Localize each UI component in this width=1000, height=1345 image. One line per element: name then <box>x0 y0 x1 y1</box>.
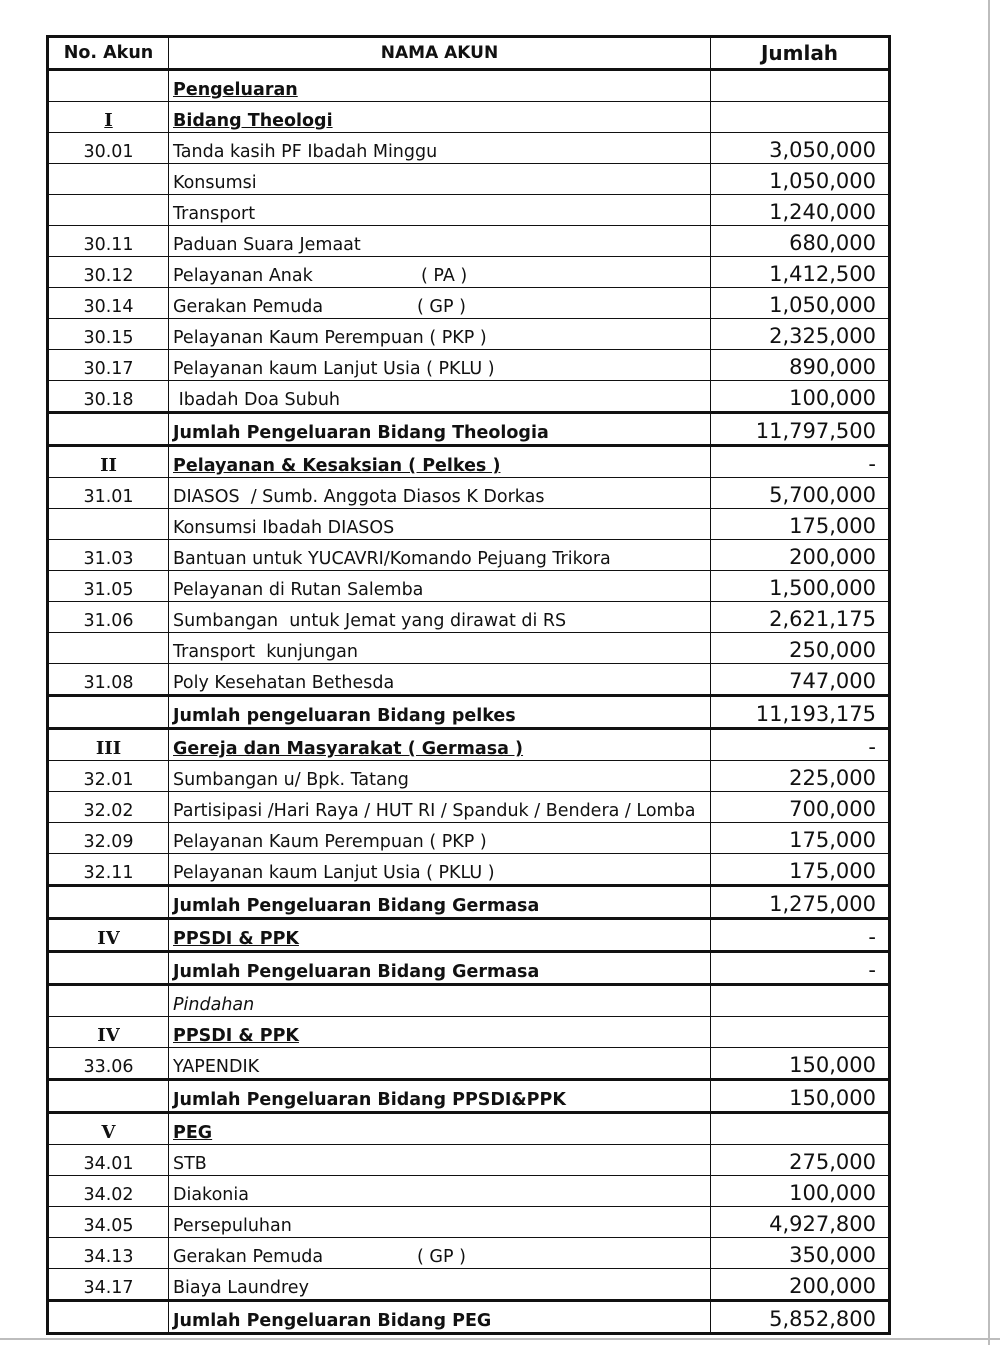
amount-cell: 680,000 <box>711 226 890 257</box>
header-row <box>48 37 890 70</box>
account-number-cell: 30.12 <box>48 257 169 288</box>
account-name-text: Konsumsi Ibadah DIASOS <box>173 518 395 538</box>
account-name-text: Transport <box>173 204 256 224</box>
total-row <box>48 1301 890 1334</box>
account-name-cell <box>169 696 711 729</box>
account-name-cell <box>169 1238 711 1269</box>
amount-cell: 890,000 <box>711 350 890 381</box>
account-name-text: Sumbangan untuk Jemat yang dirawat di RS <box>173 611 567 631</box>
table-row <box>48 257 890 288</box>
account-number-cell: 30.15 <box>48 319 169 350</box>
account-number-cell: 33.06 <box>48 1048 169 1080</box>
amount-cell: 200,000 <box>711 540 890 571</box>
table-row <box>48 195 890 226</box>
account-name-text: Jumlah pengeluaran Bidang pelkes <box>173 706 516 726</box>
account-name-text: Poly Kesehatan Bethesda <box>173 673 395 693</box>
amount-cell: 250,000 <box>711 633 890 664</box>
account-number-cell: 32.11 <box>48 854 169 886</box>
amount-cell: 100,000 <box>711 1176 890 1207</box>
amount-cell: 150,000 <box>711 1080 890 1113</box>
amount-cell: 225,000 <box>711 761 890 792</box>
table-row <box>48 509 890 540</box>
account-number-cell <box>48 509 169 540</box>
total-row <box>48 952 890 985</box>
amount-cell: 175,000 <box>711 854 890 886</box>
account-number-cell: 32.09 <box>48 823 169 854</box>
amount-cell: 4,927,800 <box>711 1207 890 1238</box>
table-row <box>48 288 890 319</box>
table-row <box>48 1048 890 1080</box>
account-name-text: Gerakan Pemuda <box>173 297 324 317</box>
account-name-cell <box>169 1145 711 1176</box>
account-number-cell: V <box>48 1113 169 1145</box>
amount-cell <box>711 985 890 1017</box>
account-name-cell <box>169 226 711 257</box>
account-number-cell: III <box>48 729 169 761</box>
table-row <box>48 1145 890 1176</box>
account-name-cell <box>169 446 711 478</box>
account-name-cell <box>169 509 711 540</box>
account-number-cell <box>48 1301 169 1334</box>
table-row <box>48 319 890 350</box>
account-name-cell <box>169 1017 711 1048</box>
account-name-cell <box>169 288 711 319</box>
account-name-text: Jumlah Pengeluaran Bidang PPSDI&PPK <box>173 1090 566 1110</box>
amount-cell: 3,050,000 <box>711 133 890 164</box>
table-row <box>48 1176 890 1207</box>
account-number-cell <box>48 164 169 195</box>
account-number-cell: 34.01 <box>48 1145 169 1176</box>
section-row <box>48 102 890 133</box>
section-row <box>48 919 890 952</box>
account-name-text: Bidang Theologi <box>173 111 333 131</box>
account-number-cell <box>48 886 169 919</box>
table-row <box>48 985 890 1017</box>
account-number-cell <box>48 633 169 664</box>
section-row <box>48 446 890 478</box>
account-number-cell <box>48 70 169 102</box>
account-number-cell: 30.17 <box>48 350 169 381</box>
account-number-cell <box>48 1080 169 1113</box>
account-name-cell <box>169 761 711 792</box>
account-name-text: Pelayanan & Kesaksian ( Pelkes ) <box>173 456 501 476</box>
account-number-cell: 30.14 <box>48 288 169 319</box>
account-name-text: Jumlah Pengeluaran Bidang PEG <box>173 1311 492 1331</box>
amount-cell: 1,412,500 <box>711 257 890 288</box>
account-name-text: PEG <box>173 1123 213 1143</box>
account-number-cell: I <box>48 102 169 133</box>
table-row <box>48 164 890 195</box>
account-name-text: Gerakan Pemuda <box>173 1247 324 1267</box>
amount-cell: - <box>711 446 890 478</box>
table-row <box>48 381 890 413</box>
account-name-cell <box>169 350 711 381</box>
amount-cell <box>711 102 890 133</box>
account-name-cell <box>169 1301 711 1334</box>
account-name-cell <box>169 602 711 633</box>
account-name-cell <box>169 571 711 602</box>
account-number-cell: 31.03 <box>48 540 169 571</box>
account-name-text: Paduan Suara Jemaat <box>173 235 361 255</box>
amount-cell: 2,621,175 <box>711 602 890 633</box>
account-name-text: Pelayanan Anak <box>173 266 313 286</box>
amount-cell: 11,797,500 <box>711 413 890 446</box>
section-row <box>48 1113 890 1145</box>
table-row <box>48 823 890 854</box>
account-number-cell: 30.11 <box>48 226 169 257</box>
account-name-cell <box>169 1176 711 1207</box>
account-name-text: Tanda kasih PF Ibadah Minggu <box>173 142 438 162</box>
table-row <box>48 478 890 509</box>
account-name-text: Pelayanan Kaum Perempuan ( PKP ) <box>173 328 487 348</box>
account-number-cell: 31.06 <box>48 602 169 633</box>
total-row <box>48 413 890 446</box>
account-name-cell <box>169 792 711 823</box>
table-row <box>48 633 890 664</box>
amount-cell: 175,000 <box>711 823 890 854</box>
amount-cell <box>711 70 890 102</box>
total-row <box>48 886 890 919</box>
account-name-text: Konsumsi <box>173 173 257 193</box>
account-name-text: STB <box>173 1154 207 1174</box>
amount-cell: 747,000 <box>711 664 890 696</box>
account-name-cell <box>169 540 711 571</box>
amount-cell: 2,325,000 <box>711 319 890 350</box>
amount-cell: - <box>711 729 890 761</box>
account-name-text: Persepuluhan <box>173 1216 292 1236</box>
amount-cell: 1,050,000 <box>711 288 890 319</box>
section-row <box>48 729 890 761</box>
table-row <box>48 602 890 633</box>
account-name-cell <box>169 952 711 985</box>
account-name-text: Pelayanan kaum Lanjut Usia ( PKLU ) <box>173 359 495 379</box>
account-number-cell: 31.08 <box>48 664 169 696</box>
account-name-cell <box>169 381 711 413</box>
account-name-cell <box>169 1048 711 1080</box>
amount-cell: 1,500,000 <box>711 571 890 602</box>
page-right-edge <box>988 0 990 1345</box>
account-number-cell: 32.01 <box>48 761 169 792</box>
account-number-cell: 32.02 <box>48 792 169 823</box>
account-code-suffix: ( GP ) <box>417 297 466 317</box>
account-code-suffix: ( GP ) <box>417 1247 466 1267</box>
amount-cell <box>711 1113 890 1145</box>
account-name-cell <box>169 854 711 886</box>
account-name-cell <box>169 633 711 664</box>
account-name-cell <box>169 413 711 446</box>
amount-cell <box>711 1017 890 1048</box>
account-name-cell <box>169 195 711 226</box>
account-name-cell <box>169 886 711 919</box>
account-number-cell <box>48 952 169 985</box>
amount-cell: 175,000 <box>711 509 890 540</box>
account-name-cell <box>169 1080 711 1113</box>
account-number-cell: 34.02 <box>48 1176 169 1207</box>
table-row <box>48 1207 890 1238</box>
account-name-text: Pindahan <box>173 995 255 1015</box>
account-number-cell: IV <box>48 919 169 952</box>
account-name-text: Pelayanan kaum Lanjut Usia ( PKLU ) <box>173 863 495 883</box>
account-name-cell <box>169 985 711 1017</box>
table-row <box>48 664 890 696</box>
account-name-cell <box>169 1113 711 1145</box>
account-name-text: Pengeluaran <box>173 80 298 100</box>
account-number-cell: 34.05 <box>48 1207 169 1238</box>
account-name-cell <box>169 102 711 133</box>
table-row <box>48 133 890 164</box>
account-name-text: Biaya Laundrey <box>173 1278 309 1298</box>
amount-cell: 11,193,175 <box>711 696 890 729</box>
account-number-cell <box>48 195 169 226</box>
header-amount: Jumlah <box>711 37 890 70</box>
amount-cell: 1,050,000 <box>711 164 890 195</box>
account-name-cell <box>169 70 711 102</box>
table-row <box>48 540 890 571</box>
account-name-cell <box>169 919 711 952</box>
amount-cell: 275,000 <box>711 1145 890 1176</box>
account-name-cell <box>169 823 711 854</box>
account-code-suffix: ( PA ) <box>421 266 468 286</box>
amount-cell: 1,240,000 <box>711 195 890 226</box>
account-name-cell <box>169 1269 711 1301</box>
account-name-text: Jumlah Pengeluaran Bidang Germasa <box>173 896 540 916</box>
account-name-cell <box>169 478 711 509</box>
account-name-text: Bantuan untuk YUCAVRI/Komando Pejuang Trikora <box>173 549 611 569</box>
account-number-cell: IV <box>48 1017 169 1048</box>
total-row <box>48 1080 890 1113</box>
account-name-cell <box>169 1207 711 1238</box>
account-number-cell: 34.13 <box>48 1238 169 1269</box>
amount-cell: 700,000 <box>711 792 890 823</box>
account-name-cell <box>169 133 711 164</box>
amount-cell: 200,000 <box>711 1269 890 1301</box>
amount-cell: 5,852,800 <box>711 1301 890 1334</box>
account-number-cell: 34.17 <box>48 1269 169 1301</box>
account-name-text: Pelayanan di Rutan Salemba <box>173 580 424 600</box>
expense-table <box>46 35 891 1335</box>
table-row <box>48 761 890 792</box>
header-account-number: No. Akun <box>48 37 169 70</box>
account-number-cell: II <box>48 446 169 478</box>
table-row <box>48 350 890 381</box>
table-row <box>48 226 890 257</box>
account-name-text: Gereja dan Masyarakat ( Germasa ) <box>173 739 524 759</box>
table-row <box>48 1269 890 1301</box>
amount-cell: 150,000 <box>711 1048 890 1080</box>
table-row <box>48 854 890 886</box>
page-bottom-edge <box>0 1338 1000 1340</box>
table-row <box>48 792 890 823</box>
amount-cell: 1,275,000 <box>711 886 890 919</box>
amount-cell: 350,000 <box>711 1238 890 1269</box>
account-name-text: Sumbangan u/ Bpk. Tatang <box>173 770 409 790</box>
amount-cell: 100,000 <box>711 381 890 413</box>
account-name-text: DIASOS / Sumb. Anggota Diasos K Dorkas <box>173 487 545 507</box>
account-name-cell <box>169 664 711 696</box>
account-number-cell <box>48 985 169 1017</box>
account-name-text: Jumlah Pengeluaran Bidang Germasa <box>173 962 540 982</box>
account-name-cell <box>169 729 711 761</box>
account-number-cell <box>48 413 169 446</box>
account-name-text: Partisipasi /Hari Raya / HUT RI / Spanduk / Bendera / Lomba <box>173 801 696 821</box>
account-number-cell: 31.01 <box>48 478 169 509</box>
amount-cell: - <box>711 919 890 952</box>
account-name-text: Transport kunjungan <box>173 642 358 662</box>
account-name-text: Diakonia <box>173 1185 249 1205</box>
account-name-text: PPSDI & PPK <box>173 929 299 949</box>
account-name-text: Ibadah Doa Subuh <box>173 390 341 410</box>
account-name-cell <box>169 164 711 195</box>
account-name-cell <box>169 319 711 350</box>
account-name-cell <box>169 257 711 288</box>
account-name-text: Jumlah Pengeluaran Bidang Theologia <box>173 423 549 443</box>
account-number-cell: 30.01 <box>48 133 169 164</box>
account-name-text: YAPENDIK <box>173 1057 260 1077</box>
table-row <box>48 571 890 602</box>
section-row <box>48 70 890 102</box>
table-row <box>48 1238 890 1269</box>
section-row <box>48 1017 890 1048</box>
amount-cell: 5,700,000 <box>711 478 890 509</box>
total-row <box>48 696 890 729</box>
account-number-cell: 30.18 <box>48 381 169 413</box>
account-name-text: Pelayanan Kaum Perempuan ( PKP ) <box>173 832 487 852</box>
amount-cell: - <box>711 952 890 985</box>
header-account-name: NAMA AKUN <box>169 37 711 70</box>
account-number-cell <box>48 696 169 729</box>
account-name-text: PPSDI & PPK <box>173 1026 299 1046</box>
account-number-cell: 31.05 <box>48 571 169 602</box>
